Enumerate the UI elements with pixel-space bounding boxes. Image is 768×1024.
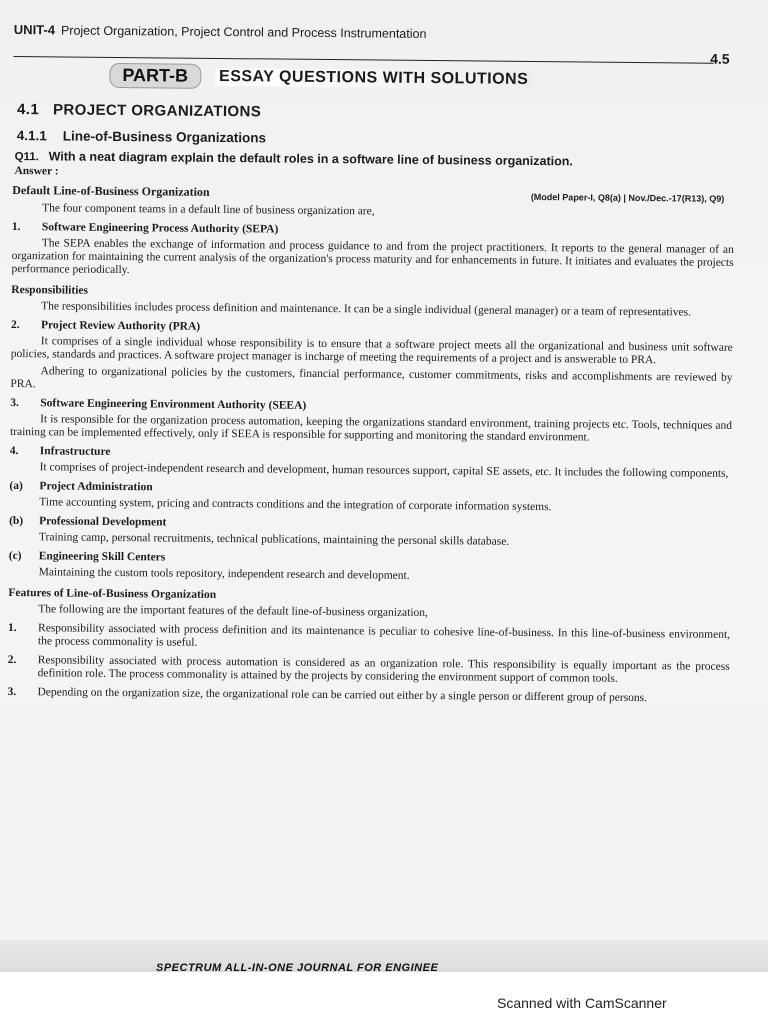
page-number: 4.5 xyxy=(710,50,730,67)
feature-text: Responsibility associated with process definition and its maintenance is peculiar to cohesive line-of-business. In this line-of-business environment, the process commonality is useful. xyxy=(37,622,731,649)
item-title: Project Review Authority (PRA) xyxy=(40,319,201,333)
item-title: Software Engineering Environment Authority (SEEA) xyxy=(40,397,307,412)
item-number: 2. xyxy=(10,318,20,332)
feature-text: Depending on the organization size, the organizational role can be carried out either by a single person or different group of persons. xyxy=(37,686,648,705)
item-paragraph: It comprises of a single individual whose responsibility is to ensure that a software project meets all the organizational and business unit software policies, standards and practices. A software project manager is incharge of meeting the requirements of a project and is answerable to PRA. xyxy=(10,335,733,367)
section-number: 4.1 xyxy=(16,101,40,119)
item-paragraph: Adhering to organizational policies by the customers, financial performance, customer commitments, risks and accomplishments are reviewed by PRA. xyxy=(10,365,733,391)
item-title: Infrastructure xyxy=(39,445,111,458)
section-title: PROJECT ORGANIZATIONS xyxy=(52,101,262,121)
feature-number: 3. xyxy=(7,685,17,699)
exam-reference: (Model Paper-I, Q8(a) | Nov./Dec.-17(R13), Q9) xyxy=(530,191,725,204)
sub-item-letter: (c) xyxy=(8,549,22,563)
responsibilities-paragraph: The responsibilities includes process definition and maintenance. It can be a single individual (general manager) or a team of representatives. xyxy=(41,300,692,319)
sub-item-letter: (a) xyxy=(9,479,23,493)
feature-item xyxy=(7,686,729,706)
features-heading: Features of Line-of-Business Organization xyxy=(8,586,217,601)
running-header xyxy=(13,12,736,67)
subsection-number: 4.1.1 xyxy=(16,128,47,144)
feature-number: 2. xyxy=(7,653,17,667)
sub-item-text: Training camp, personal recruitments, technical publications, maintaining the personal skills database. xyxy=(38,531,510,548)
feature-item xyxy=(8,654,730,687)
question-number: Q11. xyxy=(14,151,39,164)
sub-item-letter: (b) xyxy=(9,514,24,528)
item-paragraph: It comprises of project-independent research and development, human resources support, capital SE assets, etc. It includes the following components, xyxy=(39,461,729,480)
part-title: ESSAY QUESTIONS WITH SOLUTIONS xyxy=(215,67,532,88)
journal-footer: SPECTRUM ALL-IN-ONE JOURNAL FOR ENGINEE xyxy=(156,962,439,972)
item-number: 1. xyxy=(11,220,21,234)
question-text: With a neat diagram explain the default roles in a software line of business organization. xyxy=(48,149,573,169)
feature-text: Responsibility associated with process automation is considered as an organization role. This responsibility is equally important as the process definition role. The process commonality is attained by the projects by considering the environment support of common tools. xyxy=(37,654,730,685)
subsection-heading xyxy=(17,128,735,150)
subsection-title: Line-of-Business Organizations xyxy=(62,128,267,146)
item-number: 4. xyxy=(9,444,19,458)
sub-item-text: Maintaining the custom tools repository, independent research and development. xyxy=(38,566,410,582)
topic-title: Default Line-of-Business Organization xyxy=(12,182,210,199)
feature-item xyxy=(8,622,730,655)
item-number: 3. xyxy=(10,396,19,410)
topic-row xyxy=(12,183,734,205)
unit-label: UNIT-4 xyxy=(13,21,56,38)
section-heading xyxy=(17,101,735,125)
item-paragraph: It is responsible for the organization process automation, keeping the organizations standard environment, training projects etc. Tools, techniques and training can be implemented effectively, only if SEEA is responsible for supporting and monitoring the standard environment. xyxy=(9,413,733,444)
sub-item-title: Engineering Skill Centers xyxy=(38,550,166,564)
features-intro: The following are the important features of the default line-of-business organization, xyxy=(38,603,429,620)
responsibilities-label: Responsibilities xyxy=(11,283,89,297)
part-badge: PART-B xyxy=(109,63,201,89)
intro-paragraph: The four component teams in a default line of business organization are, xyxy=(42,202,375,218)
sub-item-text: Time accounting system, pricing and contracts conditions and the integration of corporate information systems. xyxy=(39,496,552,514)
answer-label: Answer : xyxy=(14,165,59,178)
page-content xyxy=(7,12,736,706)
scanner-watermark: Scanned with CamScanner xyxy=(497,995,667,1011)
unit-title: Project Organization, Project Control and Process Instrumentation xyxy=(60,23,427,41)
item-paragraph: The SEPA enables the exchange of information and process guidance to and from the project practitioners. It reports to the general manager of an organization for maintaining the current analysis of the organization's process maturity and for enhancements in future. It initiates and evaluates the projects performance periodically. xyxy=(11,237,734,277)
sub-item-title: Professional Development xyxy=(39,515,167,529)
part-heading xyxy=(109,63,735,94)
sub-item-title: Project Administration xyxy=(39,480,153,494)
item-title: Software Engineering Process Authority (SEPA) xyxy=(41,221,279,236)
feature-number: 1. xyxy=(8,621,17,635)
